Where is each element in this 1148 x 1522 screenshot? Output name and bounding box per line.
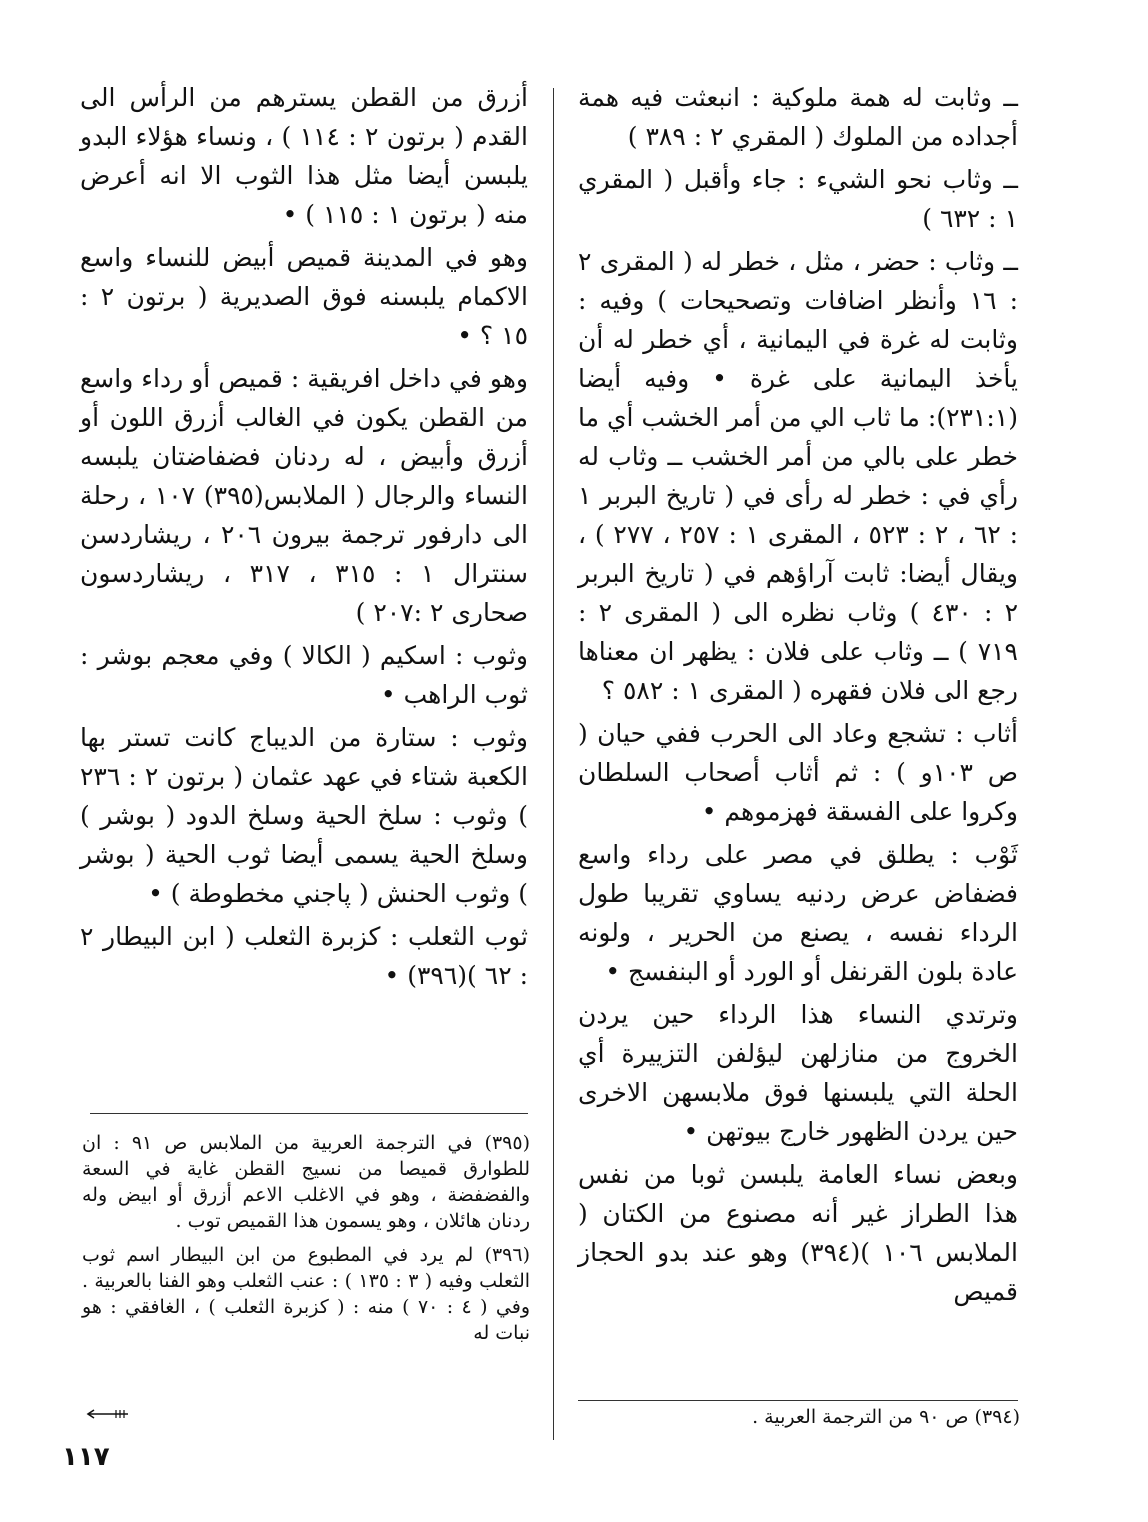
- right-text-column: [578, 78, 1018, 1315]
- paragraph: ثَوْب : يطلق في مصر على رداء واسع فضفاض عرض ردنيه يساوي تقريبا طول الرداء نفسه ، يصنع من الحرير ، ولونه عادة بلون القرنفل أو الورد أو البنفسج •: [578, 840, 1018, 986]
- paragraph: أزرق من القطن يسترهم من الرأس الى القدم ( برتون ٢ : ١١٤ ) ، ونساء هؤلاء البدو يلبسن أيضا مثل هذا الثوب الا انه أعرض منه ( برتون ١ : ١١٥ ) •: [80, 83, 528, 229]
- column-divider: [553, 88, 554, 1440]
- left-text-column: [80, 78, 528, 999]
- paragraph: وثوب : اسكيم ( الكالا ) وفي معجم بوشر : ثوب الراهب •: [80, 641, 528, 709]
- footnotes-left: [82, 1130, 530, 1354]
- paragraph: ــ وثابت له همة ملوكية : انبعثت فيه همة أجداده من الملوك ( المقري ٢ : ٣٨٩ ): [578, 83, 1018, 151]
- footnote: (٣٩٦) لم يرد في المطبوع من ابن البيطار اسم ثوب الثعلب وفيه ( ٣ : ١٣٥ ) : عنب الثعلب وهو الفنا بالعربية . وفي ( ٤ : ٧٠ ) منه : ( كزبرة الثعلب ) ، الغافقي : هو نبات له: [82, 1244, 531, 1344]
- footnotes-right: [580, 1404, 1020, 1438]
- footnote-separator: [90, 1113, 528, 1114]
- paragraph: وهو في داخل افريقية : قميص أو رداء واسع من القطن يكون في الغالب أزرق اللون أو أزرق وأبيض ، له ردنان فضفاضتان يلبسه النساء والرجال ( الملابس(٣٩٥) ١٠٧ ، رحلة الى دارفور ترجمة بيرون ٢٠٦ ، ريشاردسن سنترال ١ : ٣١٥ ، ٣١٧ ، ريشاردسون صحارى ٢ :٢٠٧ ): [80, 364, 528, 627]
- paragraph: ــ وثاب نحو الشيء : جاء وأقبل ( المقري ١ : ٦٣٢ ): [578, 165, 1018, 233]
- paragraph: أثاب : تشجع وعاد الى الحرب ففي حيان ( ص ١٠٣و ) : ثم أثاب أصحاب السلطان وكروا على الفسقة فهزموهم •: [578, 719, 1019, 826]
- continuation-arrow-icon: [86, 1409, 130, 1419]
- paragraph: ثوب الثعلب : كزبرة الثعلب ( ابن البيطار ٢ : ٦٢ )(٣٩٦) •: [80, 922, 528, 990]
- paragraph: وثوب : ستارة من الديباج كانت تستر بها الكعبة شتاء في عهد عثمان ( برتون ٢ : ٢٣٦ ) وثوب : سلخ الحية وسلخ الدود ( بوشر ) وسلخ الحية يسمى أيضا ثوب الحية ( بوشر ) وثوب الحنش ( پاجني مخطوطة ) •: [80, 723, 528, 908]
- footnote-separator: [578, 1400, 1018, 1401]
- footnote: (٣٩٤) ص ٩٠ من الترجمة العربية .: [752, 1406, 1020, 1428]
- paragraph: وهو في المدينة قميص أبيض للنساء واسع الاكمام يلبسنه فوق الصديرية ( برتون ٢ : ١٥ ؟ •: [80, 243, 529, 350]
- paragraph: وبعض نساء العامة يلبسن ثوبا من نفس هذا الطراز غير أنه مصنوع من الكتان ( الملابس ١٠٦ )(٣٩٤) وهو عند بدو الحجاز قميص: [578, 1160, 1018, 1306]
- footnote: (٣٩٥) في الترجمة العربية من الملابس ص ٩١ : ان للطوارق قميصا من نسيج القطن غاية في السعة والفضفضة ، وهو في الاغلب الاعم أزرق أو ابيض وله ردنان هائلان ، وهو يسمون هذا القميص توب .: [82, 1132, 530, 1232]
- paragraph: وترتدي النساء هذا الرداء حين يردن الخروج من منازلهن ليؤلفن التزييرة أي الحلة التي يلبسنها فوق ملابسهن الاخرى حين يردن الظهور خارج بيوتهن •: [578, 1000, 1018, 1146]
- paragraph: ــ وثاب : حضر ، مثل ، خطر له ( المقرى ٢ : ١٦ وأنظر اضافات وتصحيحات ) وفيه : وثابت له غرة في اليمانية ، أي خطر له أن يأخذ اليمانية على غرة • وفيه أيضا (٢٣١:١): ما ثاب الي من أمر الخشب أي ما خطر على بالي من أمر الخشب ــ وثاب له رأي في : خطر له رأى في ( تاريخ البربر ١ : ٦٢ ، ٢ : ٥٢٣ ، المقرى ١ : ٢٥٧ ، ٢٧٧ ) ، ويقال أيضا: ثابت آراؤهم في ( تاريخ البربر ٢ : ٤٣٠ ) وثاب نظره الى ( المقرى ٢ : ٧١٩ ) ــ وثاب على فلان : يظهر ان معناها رجع الى فلان فقهره ( المقرى ١ : ٥٨٢ ؟: [578, 247, 1019, 705]
- page-number: ١١٧: [62, 1442, 110, 1472]
